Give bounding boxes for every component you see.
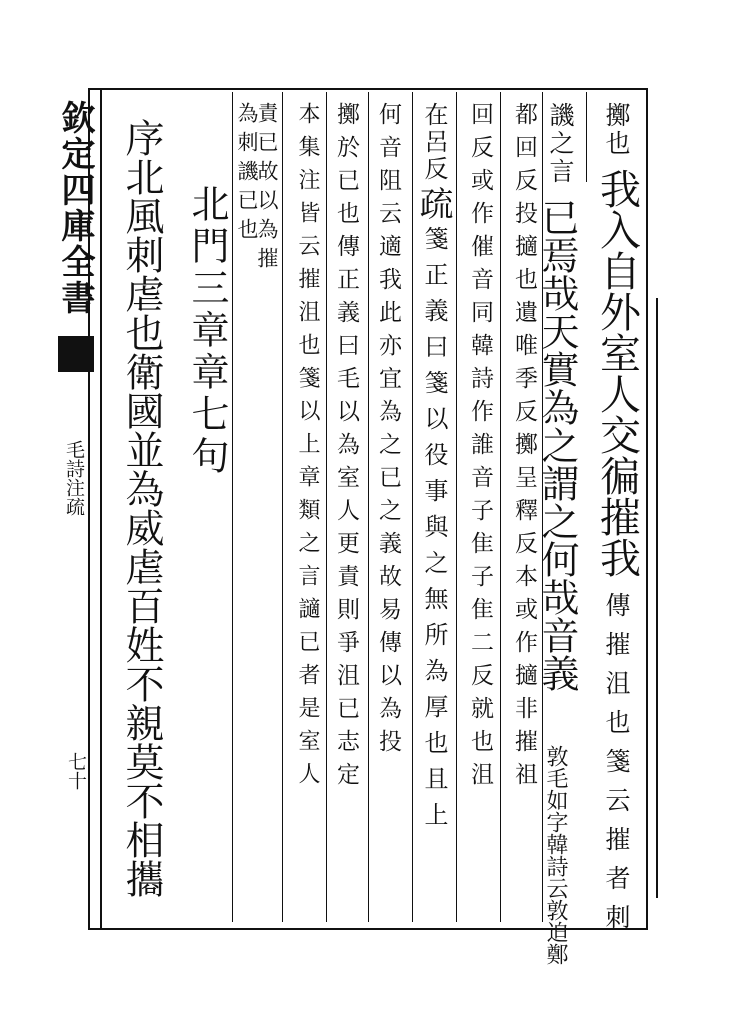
column-5-tail: 箋正義曰箋以役事與之無所為厚也且上 xyxy=(420,226,448,838)
column-2-main: 已焉哉天實為之謂之何哉音義 xyxy=(535,198,579,692)
column-9b: 為刺譏已也 xyxy=(235,102,259,247)
column-3: 都回反投擿也遺唯季反擲呈釋反本或作擿非摧祖 xyxy=(511,102,537,795)
column-11: 序北風刺虐也衛國並為威虐百姓不親莫不相攜 xyxy=(119,118,164,898)
column-4: 回反或作催音同韓詩作誰音子隹子隹二反就也沮 xyxy=(467,102,493,795)
column-rule xyxy=(282,92,283,922)
column-8: 本集注皆云摧沮也箋以上章類之言讁已者是室人 xyxy=(295,102,320,795)
column-rule xyxy=(232,92,233,922)
column-1-lead: 擲也 xyxy=(602,102,631,158)
column-rule xyxy=(326,92,327,922)
column-6: 何音阻云適我此亦宜為之已之義故易傳以為投 xyxy=(375,102,401,762)
column-2-tail: 敦毛如字韓詩云敦迫鄭 xyxy=(543,745,568,965)
column-7: 擲於已也傳正義曰毛以為室人更責則爭沮已志定 xyxy=(333,102,359,795)
column-5-shu: 疏 xyxy=(413,186,453,220)
column-1-tail: 傳摧沮也箋云摧者刺 xyxy=(602,592,631,943)
section-heading: 北門三章章七句 xyxy=(185,184,229,478)
margin-title: 毛詩注疏 xyxy=(63,440,85,516)
column-rule xyxy=(368,92,369,922)
column-1-main: 我入自外室人交徧摧我 xyxy=(593,168,641,578)
column-2-lead: 譏之言 xyxy=(546,102,575,186)
column-rule xyxy=(456,92,457,922)
column-rule xyxy=(586,92,587,182)
column-5-lead: 在呂反 xyxy=(420,102,448,183)
page-number: 七十 xyxy=(65,752,87,790)
column-rule xyxy=(656,298,658,898)
fish-tail-mark xyxy=(58,336,94,372)
column-rule xyxy=(500,92,501,922)
column-9a: 責已故以為摧 xyxy=(255,102,279,276)
margin-header: 欽定四庫全書 xyxy=(55,100,95,316)
inner-border-left xyxy=(100,88,102,928)
